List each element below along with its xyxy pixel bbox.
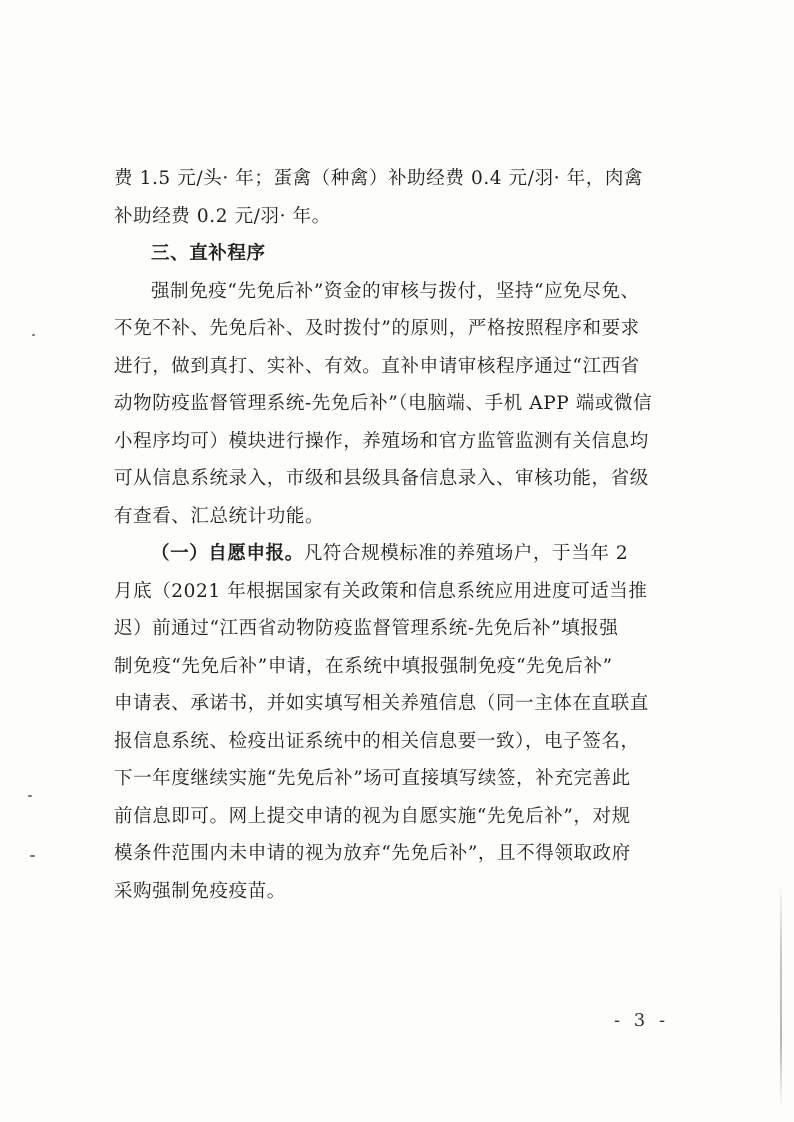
text-line: 迟）前通过“江西省动物防疫监督管理系统-先免后补”填报强 <box>114 618 619 639</box>
self-declaration-paragraph <box>114 535 674 910</box>
text-line: 月底（2021 年根据国家有关政策和信息系统应用进度可适当推 <box>114 580 648 602</box>
text-line: 费 1.5 元/头· 年；蛋禽（种禽）补助经费 0.4 元/羽· 年，肉禽 <box>114 168 644 189</box>
text-line: 有查看、汇总统计功能。 <box>114 505 325 527</box>
subsidy-rate-paragraph <box>114 160 674 235</box>
text-line: 可从信息系统录入，市级和县级具备信息录入、审核功能，省级 <box>114 468 649 489</box>
text-line: 模条件范围内未申请的视为放弃“先免后补”，且不得领取政府 <box>114 843 631 864</box>
scan-speck <box>28 795 32 797</box>
text-line: 动物防疫监督管理系统-先免后补”（电脑端、手机 APP 端或微信 <box>114 393 653 414</box>
text-line: 不免不补、先免后补、及时拨付”的原则，严格按照程序和要求 <box>114 318 640 339</box>
text-line: 申请表、承诺书，并如实填写相关养殖信息（同一主体在直联直 <box>114 693 649 714</box>
scan-speck <box>30 855 35 857</box>
text-line: 补助经费 0.2 元/羽· 年。 <box>114 205 331 227</box>
text-line: 前信息即可。网上提交申请的视为自愿实施“先免后补”，对规 <box>114 805 631 827</box>
subsection-title: （一）自愿申报。 <box>151 543 304 564</box>
principle-paragraph <box>114 273 674 536</box>
text-line: 强制免疫“先免后补”资金的审核与拨付，坚持“应免尽免、 <box>151 280 640 302</box>
text-line: 凡符合规模标准的养殖场户，于当年 2 <box>303 543 629 564</box>
document-body <box>114 160 674 910</box>
page-number: - 3 - <box>614 1010 670 1031</box>
text-line: 采购强制免疫疫苗。 <box>114 880 286 902</box>
text-line: 制免疫“先免后补”申请，在系统中填报强制免疫“先免后补” <box>114 655 613 677</box>
text-line: 进行，做到真打、实补、有效。直补申请审核程序通过“江西省 <box>114 355 640 377</box>
section-heading: 三、直补程序 <box>151 243 266 264</box>
text-line: 下一年度继续实施“先免后补”场可直接填写续签，补充完善此 <box>114 768 631 789</box>
text-line: 报信息系统、检疫出证系统中的相关信息要一致），电子签名， <box>114 730 640 752</box>
scan-speck <box>32 334 35 336</box>
scan-edge-shadow <box>780 880 782 1110</box>
text-line: 小程序均可）模块进行操作，养殖场和官方监管监测有关信息均 <box>114 430 649 452</box>
